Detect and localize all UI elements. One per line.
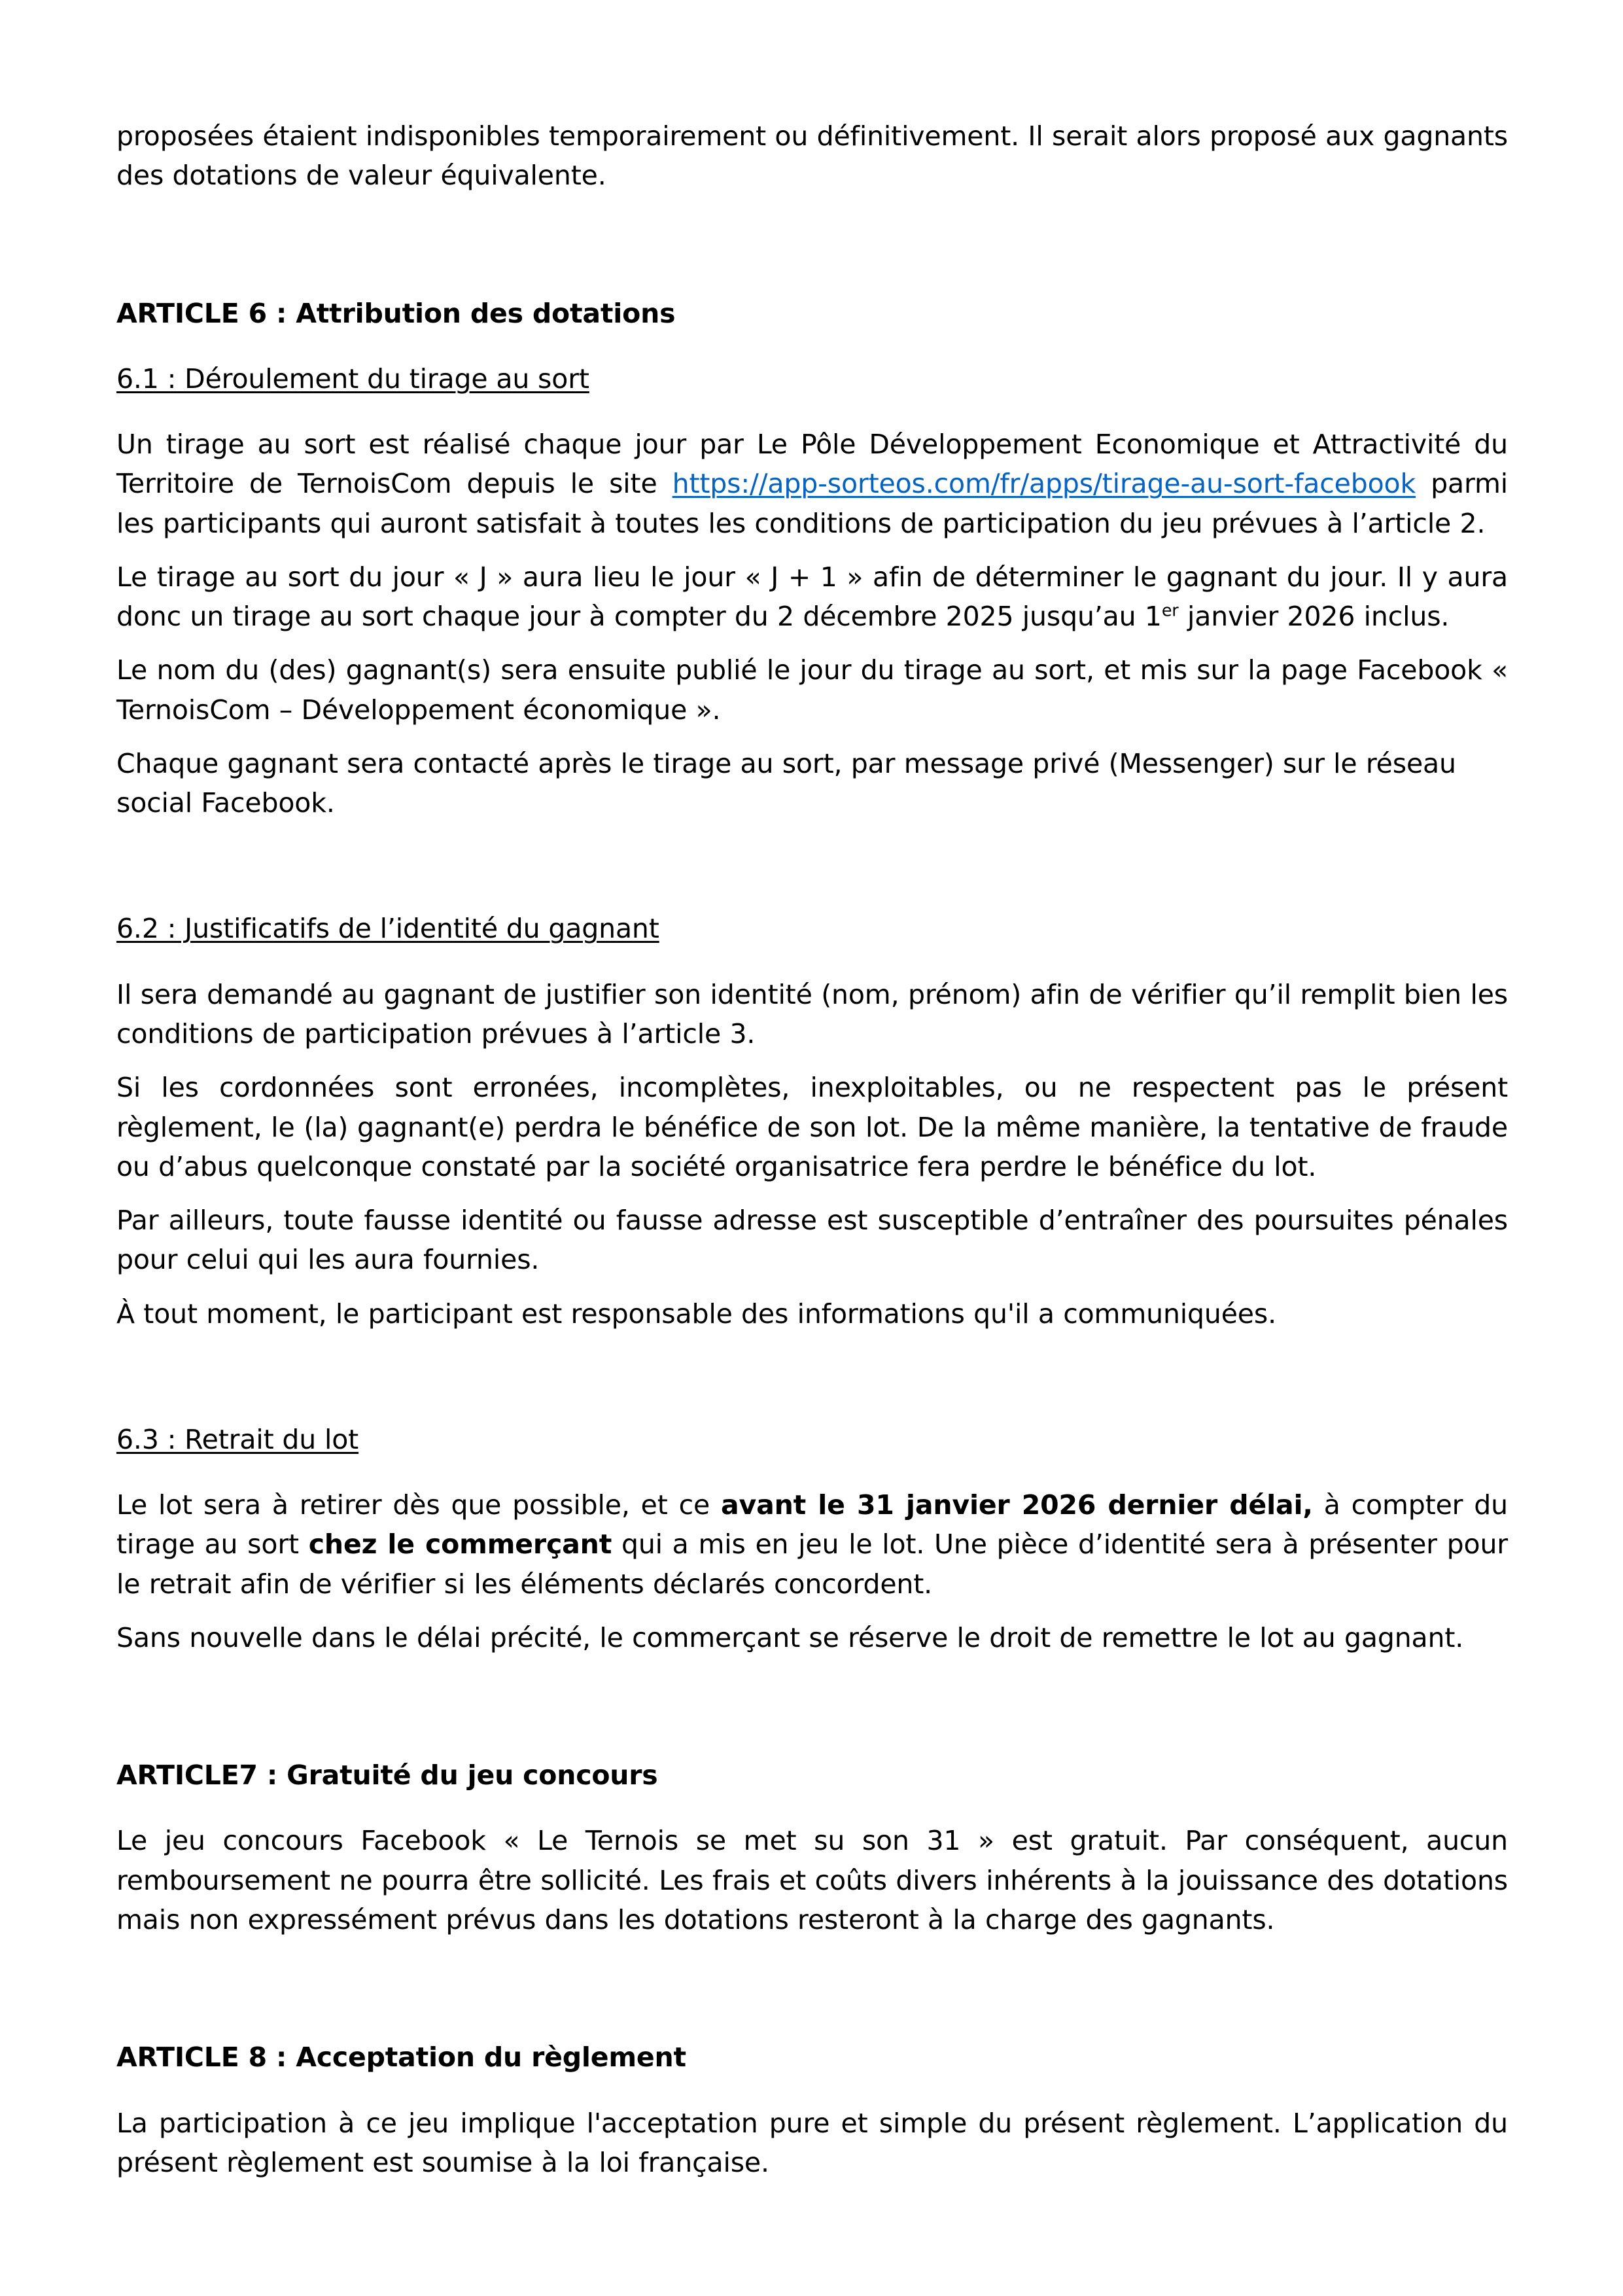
heading-section-6-1 (116, 359, 1508, 398)
spacer (116, 1280, 1508, 1294)
paragraph-6-1-2 (116, 557, 1508, 637)
spacer (116, 398, 1508, 425)
heading-section-6-3 (116, 1420, 1508, 1459)
paragraph-6-2-1: Il sera demandé au gagnant de justifier son identité (nom, prénom) afin de vérifier qu’il remplit bien les conditions de participation prévues à l’article 3. (116, 978, 1508, 1050)
paragraph-6-1-4: Chaque gagnant sera contacté après le tirage au sort, par message privé (Messenger) sur le réseau social Facebook. (116, 747, 1456, 819)
spacer (116, 822, 1508, 909)
paragraph-6-1-3: Le nom du (des) gagnant(s) sera ensuite publié le jour du tirage au sort, et mis sur la page Facebook « TernoisCom – Développement économique ». (116, 654, 1508, 726)
spacer (116, 1186, 1508, 1201)
spacer (116, 1333, 1508, 1420)
paragraph-6-1-1-text-before-link: Un tirage au sort est réalisé chaque jour par Le Pôle Développement Economique et Attractivité du Territoire de TernoisCom depuis le site (116, 429, 1508, 500)
heading-section-6-1-label: 6.1 : Déroulement du tirage au sort (116, 362, 589, 395)
paragraph-8-1: La participation à ce jeu implique l'acceptation pure et simple du présent règlement. L’application du présent règlement est soumise à la loi française. (116, 2107, 1508, 2178)
spacer (116, 1053, 1508, 1068)
spacer (116, 1657, 1508, 1756)
spacer (116, 1604, 1508, 1618)
ordinal-suffix-er: er (1161, 600, 1179, 620)
heading-section-6-3-label: 6.3 : Retrait du lot (116, 1423, 359, 1455)
paragraph-6-3-2: Sans nouvelle dans le délai précité, le commerçant se réserve le droit de remettre le lot au gagnant. (116, 1621, 1464, 1653)
paragraph-6-3-1-part2: à compter du tirage au sort (116, 1489, 1509, 1561)
heading-section-6-2 (116, 909, 1508, 948)
paragraph-6-2-2: Si les cordonnées sont erronées, incomplètes, inexploitables, ou ne respectent pas le présent règlement, le (la) gagnant(e) perdra le bénéfice de son lot. De la même manière, la tentative de fraude ou d’abus quelconque constaté par la société organisatrice fera perdre le bénéfice du lot. (116, 1072, 1508, 1182)
paragraph-6-1-1-text-after-link: parmi les participants qui auront satisfait à toutes les conditions de participation du jeu prévues à l’article 2. (116, 468, 1508, 539)
heading-article-7: ARTICLE7 : Gratuité du jeu concours (116, 1759, 658, 1792)
spacer (116, 730, 1508, 744)
paragraph-6-1-2-text-after-ordinal: janvier 2026 inclus. (1178, 601, 1450, 633)
sorteos-link[interactable]: https://app-sorteos.com/fr/apps/tirage-au-sort-facebook (672, 468, 1416, 500)
paragraph-6-3-1-part3: qui a mis en jeu le lot. Une pièce d’identité sera à présenter pour le retrait afin de vérifier si les éléments déclarés concordent. (116, 1528, 1508, 1600)
heading-article-6: ARTICLE 6 : Attribution des dotations (116, 297, 676, 329)
spacer (116, 2077, 1508, 2104)
paragraph-7-1: Le jeu concours Facebook « Le Ternois se met su son 31 » est gratuit. Par conséquent, aucun remboursement ne pourra être sollicité. Les frais et coûts divers inhérents à la jouissance des dotations mais non expressément prévus dans les dotations resteront à la charge des gagnants. (116, 1825, 1508, 1935)
document-body (116, 116, 1508, 2182)
spacer (116, 636, 1508, 650)
spacer (116, 543, 1508, 557)
heading-section-6-2-label: 6.2 : Justificatifs de l’identité du gagnant (116, 913, 659, 945)
spacer (116, 333, 1508, 359)
heading-article-8: ARTICLE 8 : Acceptation du règlement (116, 2041, 686, 2074)
spacer (116, 949, 1508, 975)
spacer (116, 196, 1508, 294)
paragraph-6-1-1 (116, 425, 1508, 543)
paragraph-6-3-1-part1: Le lot sera à retirer dès que possible, et ce (116, 1489, 721, 1521)
paragraph-6-1-2-text-before-ordinal: Le tirage au sort du jour « J » aura lieu le jour « J + 1 » afin de déterminer le gagnant du jour. Il y aura donc un tirage au sort chaque jour à compter du 2 décembre 2025 jusqu’au 1 (116, 561, 1508, 633)
paragraph-6-3-1 (116, 1485, 1508, 1604)
emphasis-deadline: avant le 31 janvier 2026 dernier délai, (721, 1489, 1313, 1521)
emphasis-merchant: chez le commerçant (308, 1528, 612, 1561)
paragraph-6-2-3: Par ailleurs, toute fausse identité ou fausse adresse est susceptible d’entraîner des poursuites pénales pour celui qui les aura fournies. (116, 1205, 1508, 1276)
spacer (116, 1459, 1508, 1485)
continued-paragraph: proposées étaient indisponibles temporairement ou définitivement. Il serait alors proposé aux gagnants des dotations de valeur équivalente. (116, 120, 1508, 192)
spacer (116, 1795, 1508, 1821)
spacer (116, 1939, 1508, 2038)
paragraph-6-2-4: À tout moment, le participant est responsable des informations qu'il a communiquées. (116, 1298, 1276, 1330)
